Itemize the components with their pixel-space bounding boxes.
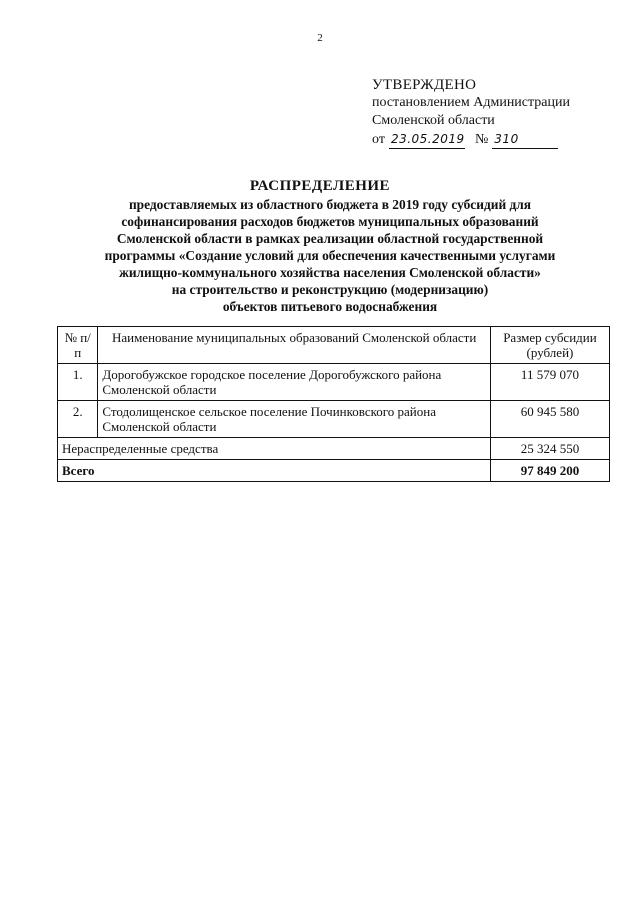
header-name: Наименование муниципальных образований Смоленской области (98, 327, 491, 364)
approval-date: 23.05.2019 (389, 130, 465, 149)
header-amount: Размер субсидии (рублей) (490, 327, 609, 364)
approval-title: УТВЕРЖДЕНО (372, 77, 477, 93)
row-amount: 60 945 580 (490, 401, 609, 438)
unallocated-label: Нераспределенные средства (58, 438, 491, 460)
subtitle-line: на строительство и реконструкцию (модернизацию) (171, 282, 489, 297)
approval-line-2: Смоленской области (372, 113, 495, 128)
row-num: 2. (58, 401, 98, 438)
document-title: РАСПРЕДЕЛЕНИЕ (249, 178, 391, 194)
subtitle-line: объектов питьевого водоснабжения (222, 299, 438, 314)
row-name: Дорогобужское городское поселение Дорогобужского района Смоленской области (98, 364, 491, 401)
subtitle-line: предоставляемых из областного бюджета в 2019 году субсидий для (128, 197, 532, 212)
approval-number: 310 (492, 130, 558, 149)
row-amount: 11 579 070 (490, 364, 609, 401)
document-subtitle (60, 196, 600, 315)
approval-stamp (372, 76, 622, 149)
row-num: 1. (58, 364, 98, 401)
subtitle-line: Смоленской области в рамках реализации областной государственной (116, 231, 544, 246)
subtitle-line: программы «Создание условий для обеспечения качественными услугами (104, 248, 556, 263)
unallocated-row (58, 438, 610, 460)
header-num: № п/п (58, 327, 98, 364)
subtitle-line: софинансирования расходов бюджетов муниципальных образований (121, 214, 539, 229)
table-row (58, 401, 610, 438)
row-name: Стодолищенское сельское поселение Починковского района Смоленской области (98, 401, 491, 438)
subtitle-line: жилищно-коммунального хозяйства населения Смоленской области» (119, 265, 541, 280)
table-header-row (58, 327, 610, 364)
number-label: № (474, 132, 489, 147)
distribution-table (57, 326, 610, 482)
page-number: 2 (317, 32, 323, 44)
approval-line-1: постановлением Администрации (372, 95, 570, 110)
approval-date-line (372, 130, 622, 149)
total-label: Всего (58, 460, 491, 482)
table-row (58, 364, 610, 401)
from-label: от (372, 132, 385, 147)
total-row (58, 460, 610, 482)
total-amount: 97 849 200 (490, 460, 609, 482)
unallocated-amount: 25 324 550 (490, 438, 609, 460)
